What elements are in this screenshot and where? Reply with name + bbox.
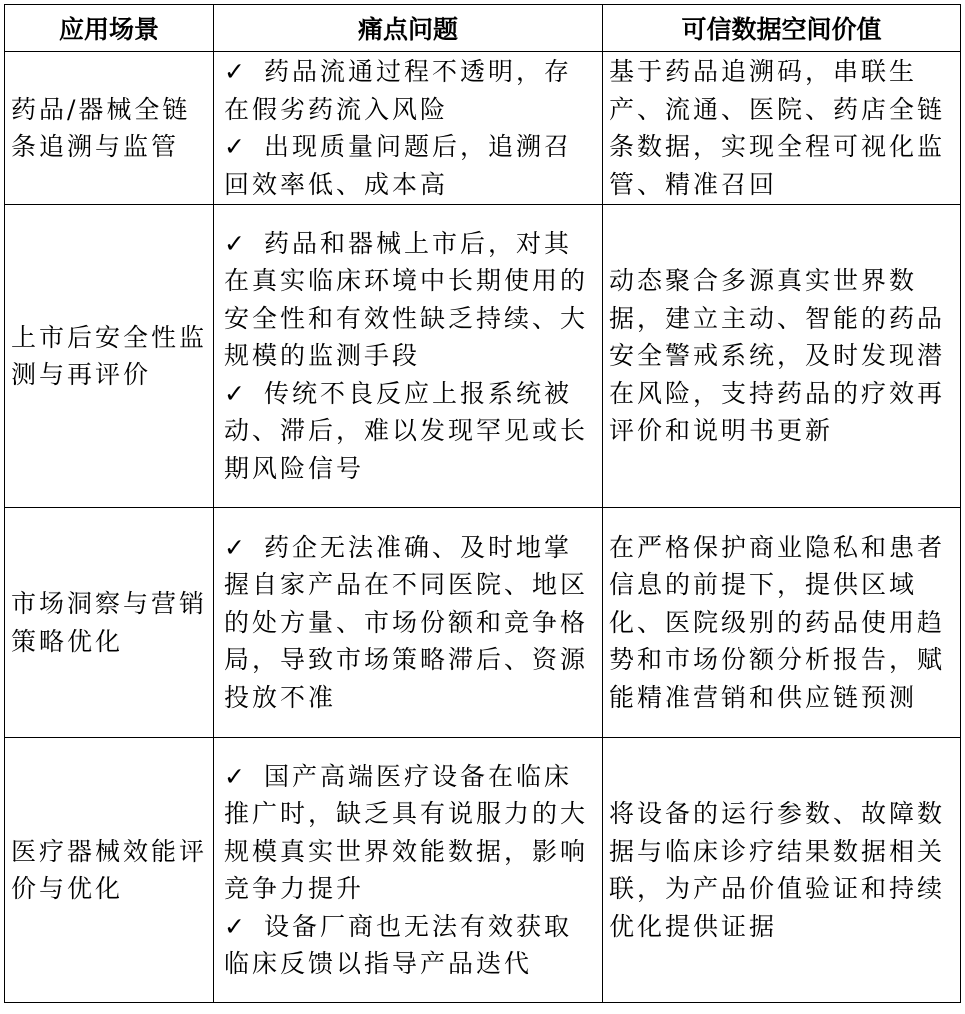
value-cell: 动态聚合多源真实世界数据，建立主动、智能的药品安全警戒系统，及时发现潜在风险，支持药品的疗效再评价和说明书更新 (603, 205, 961, 508)
pain-cell (214, 508, 603, 738)
header-value: 可信数据空间价值 (603, 5, 961, 52)
value-cell: 将设备的运行参数、故障数据与临床诊疗结果数据相关联，为产品价值验证和持续优化提供证据 (603, 738, 961, 1003)
pain-cell (214, 205, 603, 508)
check-icon: ✓ (224, 911, 245, 941)
pain-item: ✓ 出现质量问题后，追溯召回效率低、成本高 (224, 128, 592, 203)
table-row (5, 52, 961, 205)
pain-item: ✓ 药企无法准确、及时地掌握自家产品在不同医院、地区的处方量、市场份额和竞争格局，导致市场策略滞后、资源投放不准 (224, 529, 592, 717)
table-row (5, 205, 961, 508)
table-row (5, 508, 961, 738)
scene-cell: 市场洞察与营销策略优化 (5, 508, 214, 738)
pain-item: ✓ 药品和器械上市后，对其在真实临床环境中长期使用的安全性和有效性缺乏持续、大规模的监测手段 (224, 225, 592, 375)
pain-cell (214, 52, 603, 205)
check-icon: ✓ (224, 532, 245, 562)
pain-item: ✓ 国产高端医疗设备在临床推广时，缺乏具有说服力的大规模真实世界效能数据，影响竞争力提升 (224, 758, 592, 908)
check-icon: ✓ (224, 228, 245, 258)
value-cell: 基于药品追溯码，串联生产、流通、医院、药店全链条数据，实现全程可视化监管、精准召回 (603, 52, 961, 205)
scene-cell: 医疗器械效能评价与优化 (5, 738, 214, 1003)
scenario-table (4, 4, 961, 1003)
scene-cell: 药品/器械全链条追溯与监管 (5, 52, 214, 205)
value-cell: 在严格保护商业隐私和患者信息的前提下，提供区域化、医院级别的药品使用趋势和市场份额分析报告，赋能精准营销和供应链预测 (603, 508, 961, 738)
header-pain-points: 痛点问题 (214, 5, 603, 52)
pain-item: ✓ 设备厂商也无法有效获取临床反馈以指导产品迭代 (224, 908, 592, 983)
pain-item: ✓ 传统不良反应上报系统被动、滞后，难以发现罕见或长期风险信号 (224, 375, 592, 488)
pain-item: ✓ 药品流通过程不透明，存在假劣药流入风险 (224, 53, 592, 128)
check-icon: ✓ (224, 761, 245, 791)
check-icon: ✓ (224, 378, 245, 408)
header-row (5, 5, 961, 52)
check-icon: ✓ (224, 132, 245, 161)
header-scene: 应用场景 (5, 5, 214, 52)
pain-cell (214, 738, 603, 1003)
table-row (5, 738, 961, 1003)
check-icon: ✓ (224, 57, 245, 86)
scene-cell: 上市后安全性监测与再评价 (5, 205, 214, 508)
